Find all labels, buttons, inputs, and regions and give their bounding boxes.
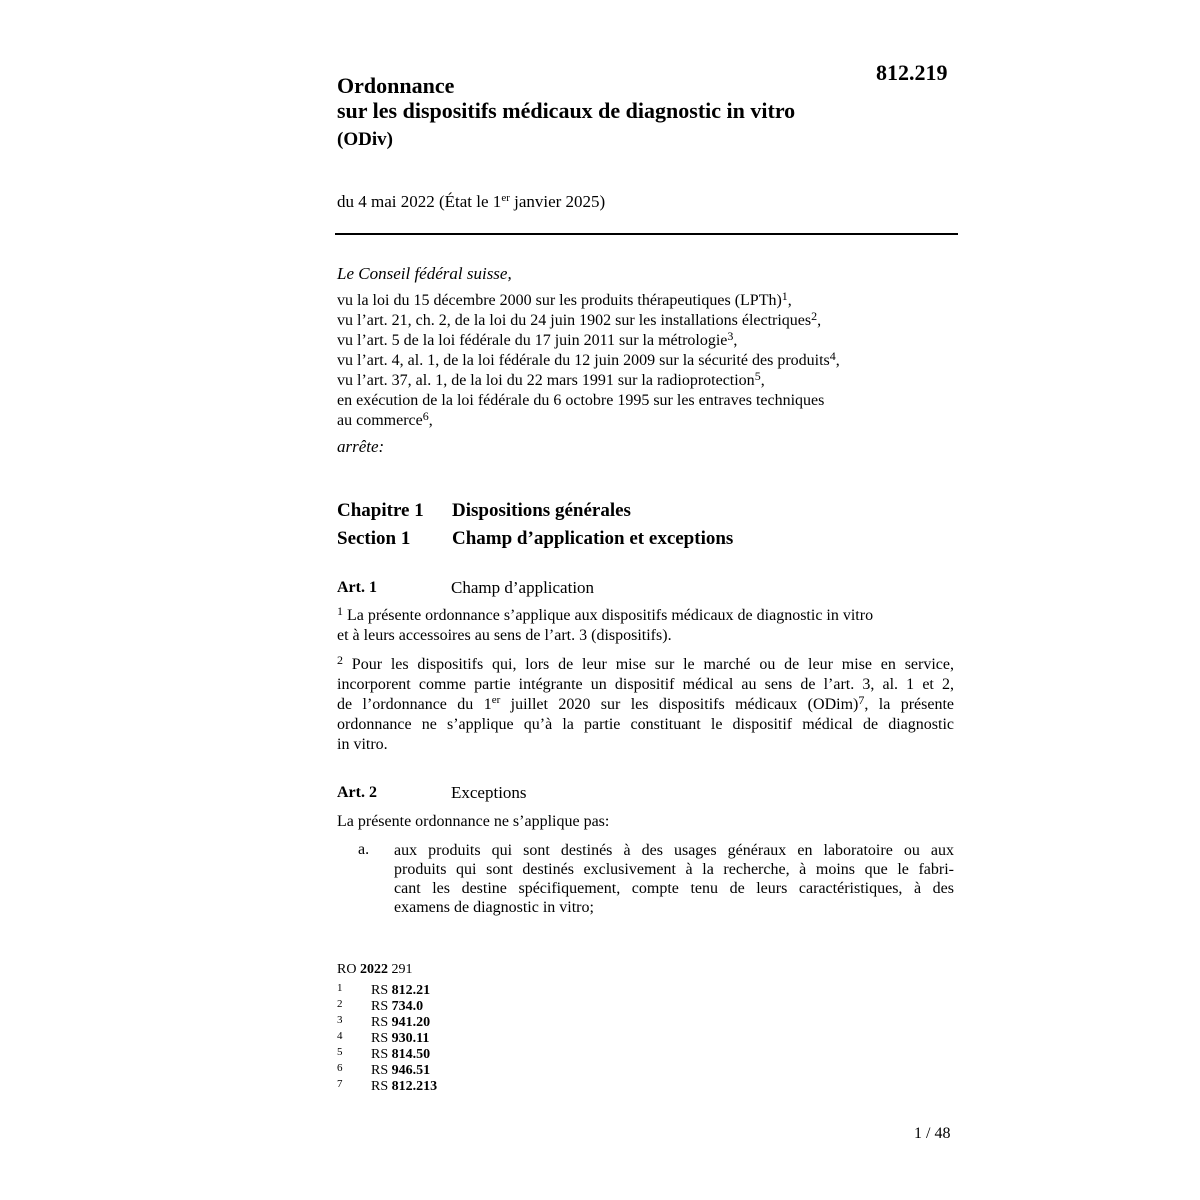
section-title: Champ d’application et exceptions — [452, 528, 734, 549]
footnote-ref[interactable]: 1 — [781, 289, 788, 303]
footnote-ref[interactable]: 3 — [727, 329, 734, 343]
document-title — [337, 73, 795, 123]
title-abbreviation: (ODiv) — [337, 129, 393, 150]
preamble-closing: arrête: — [337, 437, 385, 456]
art1-paragraph-2: $^2$ Pour les dispositifs qui, lors de leur mise sur le marché ou de leur mise en service, incorporent comme partie intégrante un dispositif médical au sens de l’art. 3, al. 1 et 2, de l’ordonnance du 1er juillet 2020 sur les dispositifs médicaux (ODim)$^7$, la présente ordonnance ne s’applique qu’à la partie constituant le dispositif médical de diagnostic in vitro. — [337, 653, 954, 753]
date-suffix: janvier 2025) — [509, 192, 606, 211]
footnote-link[interactable]: 812.21 — [391, 983, 431, 998]
paragraph-number: 2 — [337, 653, 343, 667]
preamble — [337, 291, 840, 431]
footnote-link[interactable]: 946.51 — [391, 1063, 431, 1078]
art2-title: Exceptions — [451, 783, 527, 802]
header-rule — [335, 233, 958, 235]
art2-intro: La présente ordonnance ne s’applique pas: — [337, 813, 610, 830]
sr-number: 812.219 — [876, 60, 948, 85]
title-line-2: sur les dispositifs médicaux de diagnostic in vitro — [337, 98, 796, 123]
chapter-label: Chapitre 1 — [337, 500, 424, 521]
footnote-link[interactable]: 930.11 — [391, 1031, 430, 1046]
footnote-ref[interactable]: 4 — [829, 349, 836, 363]
chapter-title: Dispositions générales — [452, 500, 631, 521]
page-number: 1 / 48 — [914, 1125, 951, 1142]
date-line — [337, 192, 605, 212]
footnote-ref[interactable]: 2 — [811, 309, 818, 323]
art1-title: Champ d’application — [451, 578, 595, 597]
art1-label: Art. 1 — [337, 579, 377, 596]
art2-label: Art. 2 — [337, 784, 377, 801]
preamble-line: vu l’art. 21, ch. 2, de la loi du 24 juin 1902 sur les installations électriques$^2$, — [337, 309, 822, 329]
preamble-line: vu l’art. 5 de la loi fédérale du 17 juin 2011 sur la métrologie$^3$, — [337, 329, 738, 349]
preamble-line: au commerce$^6$, — [337, 409, 433, 429]
list-item-letter: a. — [358, 841, 370, 858]
paragraph-number: 1 — [337, 604, 343, 618]
footnote-link[interactable]: 941.20 — [391, 1015, 431, 1030]
footnote-ref[interactable]: 5 — [754, 369, 761, 383]
preamble-line: en exécution de la loi fédérale du 6 octobre 1995 sur les entraves techniques — [337, 392, 825, 409]
footnote-link[interactable]: 734.0 — [391, 999, 424, 1014]
preamble-line: vu l’art. 4, al. 1, de la loi fédérale du 12 juin 2009 sur la sécurité des produits$^4$, — [337, 349, 840, 369]
footnote-link[interactable]: 814.50 — [391, 1047, 431, 1062]
preamble-line: vu l’art. 37, al. 1, de la loi du 22 mars 1991 sur la radioprotection$^5$, — [337, 369, 765, 389]
title-line-1: Ordonnance — [337, 73, 455, 98]
preamble-intro: Le Conseil fédéral suisse, — [337, 264, 512, 283]
footnote-link[interactable]: 812.213 — [391, 1079, 438, 1094]
section-label: Section 1 — [337, 528, 411, 549]
date-prefix: du 4 mai 2022 (État le 1 — [337, 192, 502, 211]
art1-paragraph-1: $^1$ La présente ordonnance s’applique aux dispositifs médicaux de diagnostic in vitro et à leurs accessoires au sens de l’art. 3 (dispositifs). — [337, 604, 874, 644]
footnote-ref[interactable]: 7 — [858, 693, 865, 707]
list-item-a: aux produits qui sont destinés à des usages généraux en laboratoire ou aux produits qui sont destinés exclusivement à la recherche, à moins que le fabri- cant les destine spécifiquement, compte tenu de leurs caractéristiques, à des examens de diagnostic in vitro; — [394, 842, 954, 916]
preamble-line: vu la loi du 15 décembre 2000 sur les produits thérapeutiques (LPTh)$^1$, — [337, 289, 792, 309]
footnote-ro: RO 2022 291 — [337, 962, 413, 977]
date-superscript: er — [501, 192, 510, 204]
footnote-ref[interactable]: 6 — [422, 409, 429, 423]
